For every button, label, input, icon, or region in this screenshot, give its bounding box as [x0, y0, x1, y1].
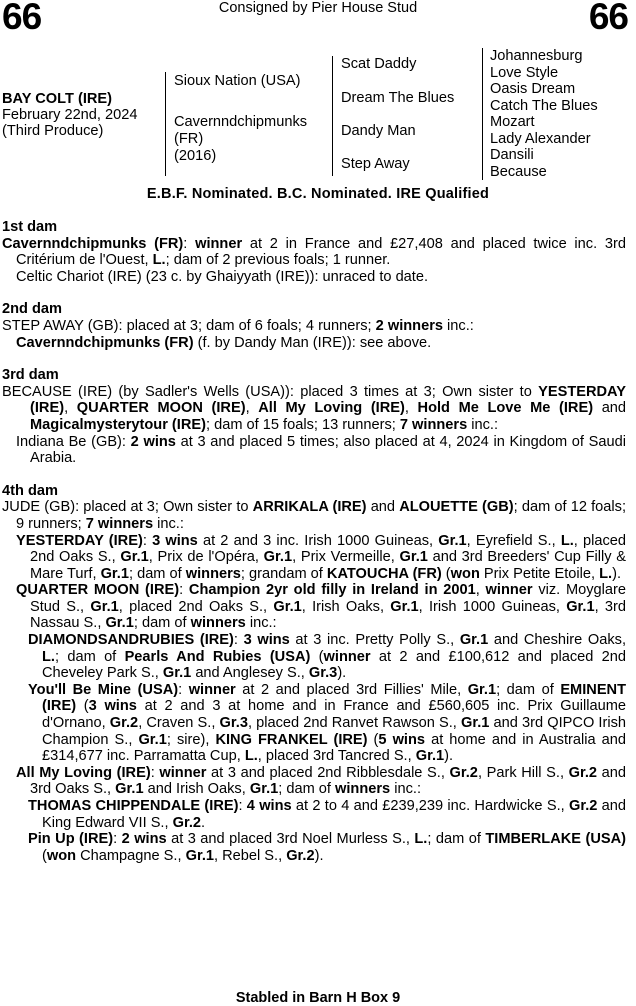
gen3-8: Because	[490, 163, 547, 180]
second-dam-produce: Cavernndchipmunks (FR) (f. by Dandy Man (IRE)): see above.	[16, 334, 432, 351]
third-dam-heading: 3rd dam	[2, 367, 59, 384]
first-dam-section	[2, 219, 626, 285]
produce-number: (Third Produce)	[2, 123, 104, 139]
catalogue-body	[2, 219, 626, 880]
nominations: E.B.F. Nominated. B.C. Nominated. IRE Qualified	[146, 186, 490, 202]
second-dam-heading: 2nd dam	[2, 301, 63, 318]
dam-name: Cavernndchipmunks	[174, 114, 308, 130]
fourth-dam-heading: 4th dam	[2, 482, 58, 499]
first-dam-entry: Cavernndchipmunks (FR): winner at 2 in France and £27,408 and placed twice inc. 3rd Critérium de l'Ouest, L.; dam of 2 previous foals; 1 runner.	[2, 235, 626, 269]
dam-year: (2016)	[174, 148, 217, 164]
fourth-dam-section	[2, 483, 626, 865]
produce-quarter-moon: QUARTER MOON (IRE): Champion 2yr old filly in Ireland in 2001, winner viz. Moyglare Stud S., Gr.1, placed 2nd Oaks S., Gr.1, Irish Oaks, Gr.1, Irish 1000 Guineas, Gr.1, 3rd Nassau S., Gr.1; dam of winners inc.:	[16, 582, 626, 632]
third-dam-produce: Indiana Be (GB): 2 wins at 3 and placed 5 times; also placed at 4, 2024 in Kingdom of Saudi Arabia.	[16, 433, 626, 467]
sire-of-sire: Scat Daddy	[341, 56, 417, 72]
gen3-5: Mozart	[490, 114, 535, 130]
consignor: Consigned by Pier House Stud	[218, 0, 418, 16]
second-dam-entry: STEP AWAY (GB): placed at 3; dam of 6 foals; 4 runners; 2 winners inc.:	[2, 317, 474, 334]
produce-youll-be-mine: You'll Be Mine (USA): winner at 2 and placed 3rd Fillies' Mile, Gr.1; dam of EMINENT (IRE) (3 wins at 2 and 3 at home and in France and £560,605 inc. Prix Guillaume d'Ornano, Gr.2, Craven S., Gr.3, placed 2nd Ranvet Rawson S., Gr.1 and 3rd QIPCO Irish Champion S., Gr.1; sire), KING FRANKEL (IRE) (5 wins at home and in Australia and £314,677 inc. Parramatta Cup, L., placed 3rd Tancred S., Gr.1).	[28, 681, 626, 765]
sire-of-dam: Dandy Man	[341, 123, 416, 139]
foaling-date: February 22nd, 2024	[2, 107, 138, 123]
pedigree-divider-2	[332, 56, 333, 176]
produce-all-my-loving: All My Loving (IRE): winner at 3 and placed 2nd Ribblesdale S., Gr.2, Park Hill S., Gr.2 and 3rd Oaks S., Gr.1 and Irish Oaks, Gr.1; dam of winners inc.:	[16, 764, 627, 798]
sire: Sioux Nation (USA)	[174, 73, 301, 89]
produce-yesterday: YESTERDAY (IRE): 3 wins at 2 and 3 inc. Irish 1000 Guineas, Gr.1, Eyrefield S., L., placed 2nd Oaks S., Gr.1, Prix de l'Opéra, Gr.1, Prix Vermeille, Gr.1 and 3rd Breeders' Cup Filly & Mare Turf, Gr.1; dam of winners; grandam of KATOUCHA (FR) (won Prix Petite Etoile, L.).	[16, 532, 627, 582]
gen3-4: Catch The Blues	[490, 97, 598, 114]
produce-thomas-chippendale: THOMAS CHIPPENDALE (IRE): 4 wins at 2 to 4 and £239,239 inc. Hardwicke S., Gr.2 and King Edward VII S., Gr.2.	[28, 798, 627, 831]
dam-of-sire: Dream The Blues	[341, 90, 455, 106]
pedigree-table	[0, 46, 636, 186]
gen3-2: Love Style	[490, 64, 559, 81]
fourth-dam-entry: JUDE (GB): placed at 3; Own sister to ARRIKALA (IRE) and ALOUETTE (GB); dam of 12 foals; 9 runners; 7 winners inc.:	[2, 499, 626, 532]
pedigree-divider-3	[482, 48, 483, 180]
third-dam-section	[2, 367, 626, 467]
lot-number-right: 66	[588, 0, 628, 37]
first-dam-produce: Celtic Chariot (IRE) (23 c. by Ghaiyyath (IRE)): unraced to date.	[16, 268, 429, 285]
produce-diamondsandrubies: DIAMONDSANDRUBIES (IRE): 3 wins at 3 inc. Pretty Polly S., Gr.1 and Cheshire Oaks, L.; dam of Pearls And Rubies (USA) (winner at 2 and £100,612 and placed 2nd Cheveley Park S., Gr.1 and Anglesey S., Gr.3).	[28, 632, 627, 682]
dam-of-dam: Step Away	[341, 156, 410, 172]
lot-number-left: 66	[2, 0, 42, 37]
gen3-3: Oasis Dream	[490, 81, 576, 97]
stabling-info: Stabled in Barn H Box 9	[235, 990, 401, 1006]
sex-colour: BAY COLT (IRE)	[2, 91, 113, 107]
first-dam-heading: 1st dam	[2, 219, 58, 235]
dam-country: (FR)	[174, 131, 204, 147]
produce-pin-up: Pin Up (IRE): 2 wins at 3 and placed 3rd Noel Murless S., L.; dam of TIMBERLAKE (USA) (won Champagne S., Gr.1, Rebel S., Gr.2).	[28, 831, 627, 864]
gen3-1: Johannesburg	[490, 48, 583, 64]
gen3-6: Lady Alexander	[490, 130, 591, 147]
pedigree-divider-1	[165, 72, 166, 176]
third-dam-entry: BECAUSE (IRE) (by Sadler's Wells (USA)): placed 3 times at 3; Own sister to YESTERDAY (IRE), QUARTER MOON (IRE), All My Loving (IRE), Hold Me Love Me (IRE) and Magicalmysterytour (IRE); dam of 15 foals; 13 runners; 7 winners inc.:	[2, 383, 627, 433]
second-dam-section	[2, 301, 626, 351]
gen3-7: Dansili	[490, 147, 534, 163]
